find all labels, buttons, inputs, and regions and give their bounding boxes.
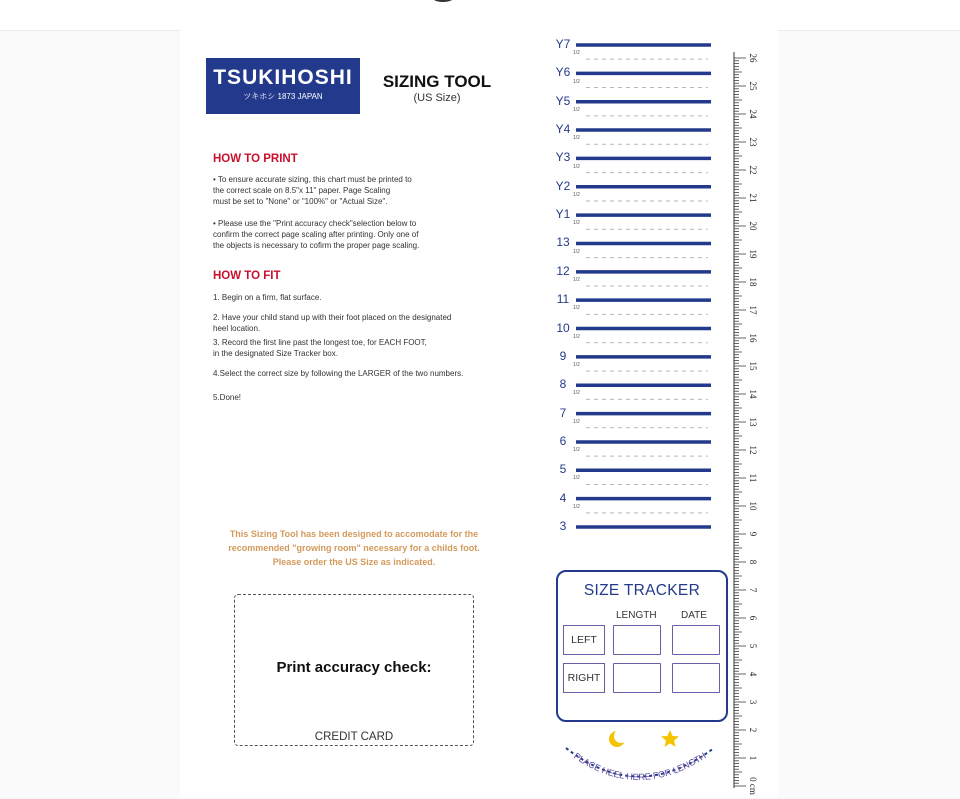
half-size-label: 1/2 xyxy=(573,191,580,198)
half-size-label: 1/2 xyxy=(573,135,580,142)
ruler-label: 5 xyxy=(747,643,758,649)
ruler-label: 21 xyxy=(747,193,758,203)
ruler-label: 16 xyxy=(747,333,758,343)
how-to-fit-step3: 3. Record the first line past the longest toe, for EACH FOOT, in the designated Size Tracker box. xyxy=(213,338,427,358)
half-size-label: 1/2 xyxy=(573,277,580,283)
ruler-label: 7 xyxy=(747,587,758,593)
how-to-fit-step5: 5.Done! xyxy=(213,393,242,402)
ruler-label: 0 cm xyxy=(747,777,758,795)
ruler-label: 24 xyxy=(747,109,758,119)
accuracy-check-title: Print accuracy check: xyxy=(276,659,432,676)
how-to-print-p1: • To ensure accurate sizing, this chart must be printed to the correct scale on 8.5"x 11" paper. Page Scaling must be set to "None" or "100%" or "Actual Size". xyxy=(213,175,412,206)
size-label-3: 3 xyxy=(559,519,567,533)
half-size-label: 1/2 xyxy=(573,333,580,340)
size-label-5: 5 xyxy=(559,462,567,477)
size-label-y3: Y3 xyxy=(555,150,571,165)
ruler-label: 20 xyxy=(747,221,758,231)
ruler-label: 11 xyxy=(747,473,758,483)
ruler-label: 17 xyxy=(747,305,758,315)
ruler-label: 13 xyxy=(747,417,758,427)
length-column-header: LENGTH xyxy=(616,610,657,621)
half-size-label: 1/2 xyxy=(573,362,580,369)
size-label-9: 9 xyxy=(559,348,567,363)
half-size-label: 1/2 xyxy=(573,390,580,397)
ruler-ticks xyxy=(734,58,746,786)
ruler-label: 18 xyxy=(747,277,758,287)
ruler-label: 2 xyxy=(747,727,758,733)
ruler-label: 26 xyxy=(747,53,758,63)
notice-line-2: recommended "growing room" necessary for a childs foot. xyxy=(228,543,480,553)
notice-line-3: Please order the US Size as indicated. xyxy=(272,557,436,567)
ruler-label: 22 xyxy=(747,165,758,175)
how-to-print-heading: HOW TO PRINT xyxy=(213,153,298,165)
ruler-label: 15 xyxy=(747,361,758,371)
heel-text: PLACE HEEL HERE FOR LENGTH xyxy=(572,750,708,783)
half-size-label: 1/2 xyxy=(573,305,580,312)
half-size-label: 1/2 xyxy=(573,447,580,454)
date-column-header: DATE xyxy=(681,610,707,621)
ruler-label: 1 xyxy=(747,755,758,761)
how-to-fit-step1: 1. Begin on a firm, flat surface. xyxy=(213,293,322,302)
page-title: SIZING TOOL xyxy=(382,72,492,91)
how-to-fit-heading: HOW TO FIT xyxy=(213,270,281,282)
size-label-y6: Y6 xyxy=(555,65,571,80)
size-label-13: 13 xyxy=(556,235,570,250)
how-to-fit-step4: 4.Select the correct size by following the LARGER of the two numbers. xyxy=(213,369,464,378)
ruler-label: 19 xyxy=(747,249,758,259)
size-label-4: 4 xyxy=(559,490,567,505)
size-label-8: 8 xyxy=(559,377,567,392)
half-size-label: 1/2 xyxy=(573,163,580,170)
half-size-label: 1/2 xyxy=(573,475,580,482)
size-label-y2: Y2 xyxy=(555,178,571,193)
logo-name: TSUKIHOSHI xyxy=(213,66,353,89)
ruler-label: 23 xyxy=(747,137,758,147)
half-size-label: 1/2 xyxy=(573,78,580,85)
ruler-label: 6 xyxy=(747,615,758,621)
ruler-labels xyxy=(748,54,758,795)
size-tracker-title: SIZE TRACKER xyxy=(583,582,701,599)
left-row-label: LEFT xyxy=(563,625,605,655)
half-size-label: 1/2 xyxy=(573,503,580,510)
half-size-label: 1/2 xyxy=(573,50,580,57)
ruler-label: 25 xyxy=(747,81,758,91)
ruler-label: 12 xyxy=(747,445,758,455)
half-size-label: 1/2 xyxy=(573,220,580,227)
size-label-y4: Y4 xyxy=(555,122,571,137)
ruler-label: 4 xyxy=(747,671,758,677)
ruler-label: 14 xyxy=(747,389,758,399)
page-subtitle: (US Size) xyxy=(413,92,461,104)
half-size-label: 1/2 xyxy=(573,418,580,425)
how-to-print-p2: • Please use the "Print accuracy check"selection below to confirm the correct page scaling after printing. Only one of the objects is necessary to cofirm the proper page scaling. xyxy=(213,219,420,250)
ruler-label: 10 xyxy=(747,501,758,511)
size-label-y5: Y5 xyxy=(555,93,571,108)
size-label-7: 7 xyxy=(559,405,567,420)
size-label-11: 11 xyxy=(556,292,570,307)
size-label-y1: Y1 xyxy=(555,207,571,222)
how-to-fit-step2: 2. Have your child stand up with their foot placed on the designated heel location. xyxy=(213,313,452,333)
size-label-y7: Y7 xyxy=(555,37,571,51)
ruler-label: 8 xyxy=(747,559,758,565)
size-label-6: 6 xyxy=(559,433,567,448)
half-size-label: 1/2 xyxy=(573,106,580,113)
size-label-12: 12 xyxy=(556,263,570,278)
ruler-label: 3 xyxy=(747,699,758,705)
right-row-label: RIGHT xyxy=(563,663,605,693)
size-label-10: 10 xyxy=(556,320,570,335)
half-size-label: 1/2 xyxy=(573,248,580,255)
credit-card-label: CREDIT CARD xyxy=(314,731,394,743)
notice-line-1: This Sizing Tool has been designed to accomodate for the xyxy=(229,529,479,539)
logo-sub: ツキホシ 1873 JAPAN xyxy=(243,92,323,101)
ruler-label: 9 xyxy=(747,531,758,537)
